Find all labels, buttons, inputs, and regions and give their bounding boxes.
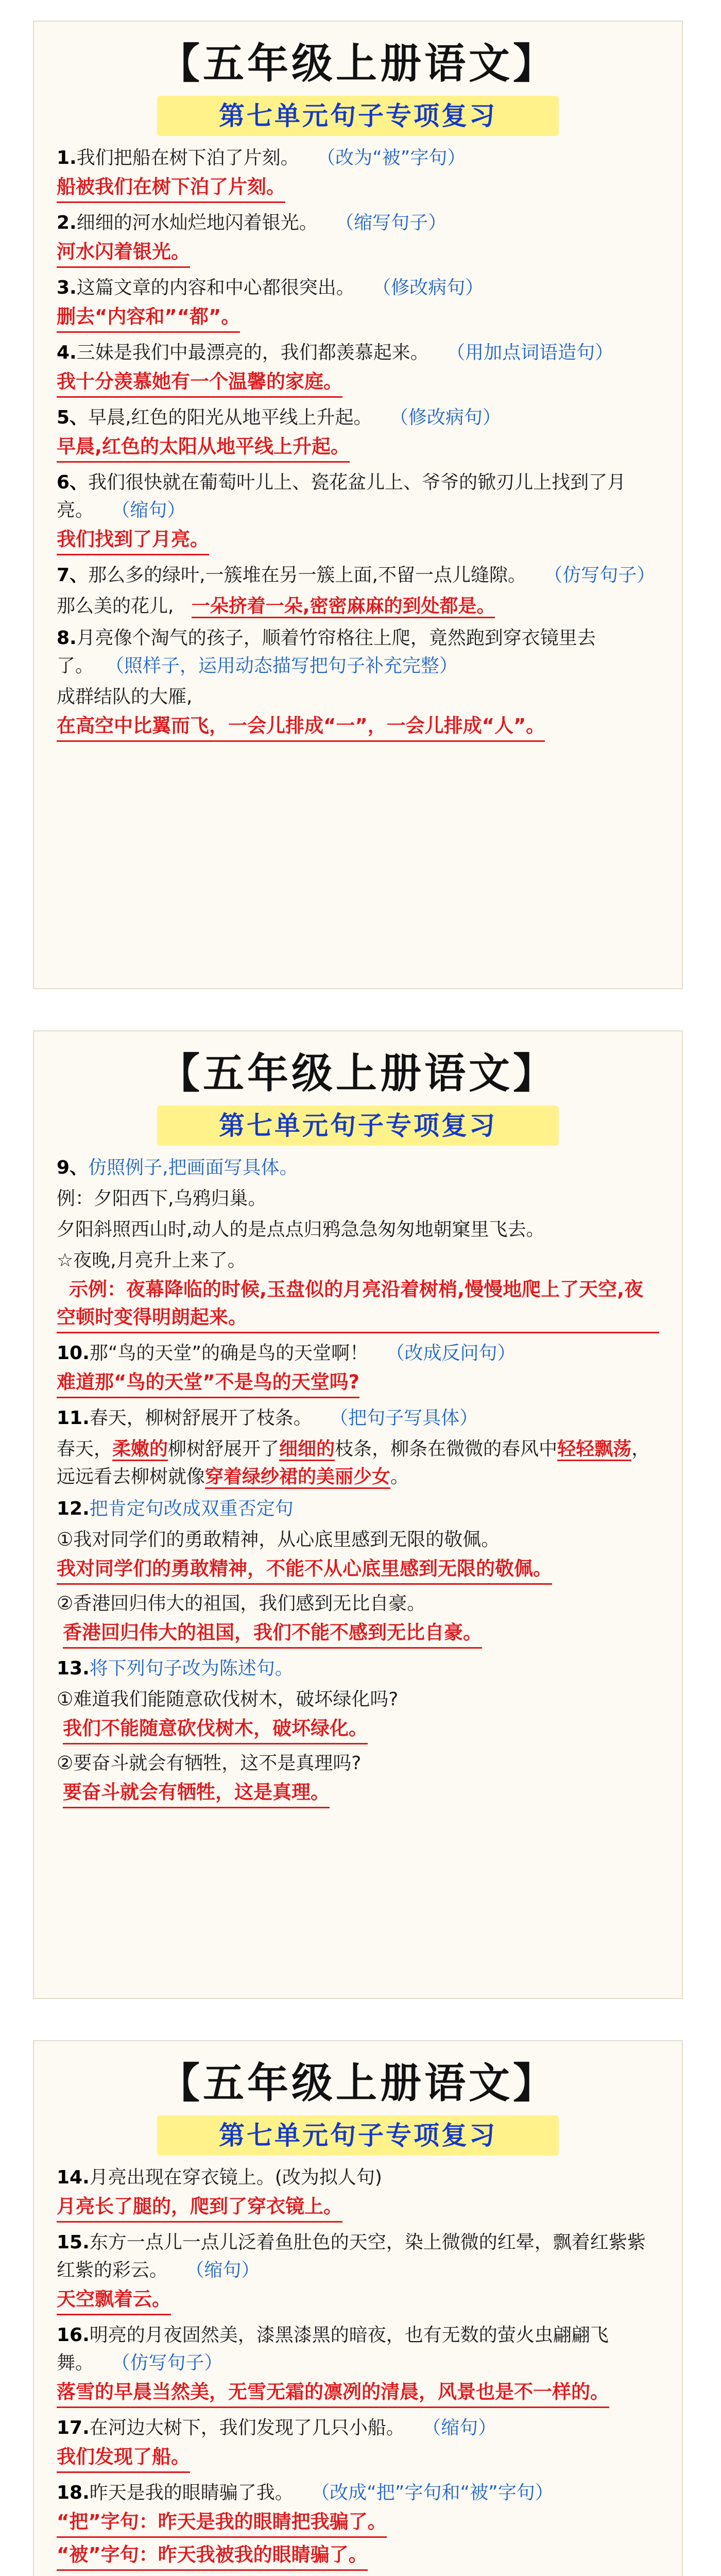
answer-part: 春天， <box>57 1438 113 1460</box>
question-text: 月亮像个淘气的孩子，顺着竹帘格往上爬，竟然跑到穿衣镜里去了。 <box>57 628 596 676</box>
answer: 示例：夜幕降临的时候,玉盘似的月亮沿着树梢,慢慢地爬上了天空,夜空顿时变得明朗起来。 <box>57 1276 659 1333</box>
question-13 <box>57 1655 659 1683</box>
example-text: 夕阳西下,乌鸦归巢。 <box>94 1188 267 1209</box>
question-6 <box>57 469 659 524</box>
question-5 <box>57 404 659 432</box>
question-task: （缩句） <box>111 500 186 521</box>
question-text: 三妹是我们中最漂亮的，我们都羡慕起来。 <box>76 342 429 363</box>
question-task: （把句子写具体） <box>330 1408 478 1429</box>
answer-line <box>57 592 659 620</box>
card-3 <box>33 2040 683 2576</box>
question-number: 8. <box>57 628 77 649</box>
answer-highlight: 柔嫩的 <box>112 1438 168 1461</box>
answer: 船被我们在树下泊了片刻。 <box>57 173 285 203</box>
answer-lead: 成群结队的大雁, <box>57 686 193 707</box>
question-task: （改成“把”字句和“被”字句） <box>311 2482 554 2503</box>
question-text: 春天，柳树舒展开了枝条。 <box>89 1408 312 1429</box>
question-number: 2. <box>57 212 77 233</box>
answer: 河水闪着银光。 <box>57 238 190 268</box>
answer: “被”字句：昨天我被我的眼睛骗了。 <box>57 2541 368 2571</box>
question-task: （照样子，运用动态描写把句子补充完整） <box>105 655 458 676</box>
question-task: （缩写句子） <box>335 212 447 233</box>
question-task: （缩句） <box>185 2260 260 2281</box>
answer: 香港回归伟大的祖国，我们不能不感到无比自豪。 <box>63 1619 482 1649</box>
question-number: 13. <box>57 1658 90 1679</box>
question-17 <box>57 2414 659 2442</box>
question-2 <box>57 209 659 237</box>
question-number: 3. <box>57 277 77 298</box>
page-title: 【五年级上册语文】 <box>159 2059 557 2107</box>
question-text: 在河边大树下，我们发现了几只小船。 <box>89 2417 405 2438</box>
section-subtitle: 第七单元句子专项复习 <box>157 96 559 136</box>
question-text: 月亮出现在穿衣镜上。(改为拟人句) <box>89 2167 382 2188</box>
question-number: 4. <box>57 342 77 363</box>
question-task: 将下列句子改为陈述句。 <box>89 1658 294 1679</box>
answer: “把”字句：昨天是我的眼睛把我骗了。 <box>57 2508 387 2538</box>
answer: 在高空中比翼而飞，一会儿排成“一”，一会儿排成“人”。 <box>57 712 545 742</box>
question-number: 9、 <box>57 1157 89 1178</box>
answer: 早晨,红色的太阳从地平线上升起。 <box>57 433 350 463</box>
question-7 <box>57 562 659 589</box>
question-15 <box>57 2229 659 2284</box>
example-line <box>57 1185 659 1213</box>
question-task: （修改病句） <box>389 407 501 428</box>
prompt-line: ☆夜晚,月亮升上来了。 <box>57 1250 246 1271</box>
card-2 <box>33 1030 683 1999</box>
question-number: 10. <box>57 1343 90 1364</box>
sub-question: ②香港回归伟大的祖国，我们感到无比自豪。 <box>57 1593 426 1614</box>
question-18 <box>57 2479 659 2507</box>
answer: 我们不能随意砍伐树木，破坏绿化。 <box>63 1715 368 1744</box>
question-number: 6、 <box>57 472 89 493</box>
question-task: （仿写句子） <box>544 565 656 586</box>
question-4 <box>57 339 659 367</box>
question-10 <box>57 1340 659 1367</box>
answer: 要奋斗就会有牺牲，这是真理。 <box>63 1778 330 1808</box>
answer: 我们找到了月亮。 <box>57 526 209 555</box>
section-subtitle: 第七单元句子专项复习 <box>157 2115 559 2156</box>
answer-highlight: 穿着绿纱裙的美丽少女 <box>205 1466 390 1489</box>
example-label: 例： <box>57 1188 94 1209</box>
question-number: 1. <box>57 147 77 168</box>
question-8 <box>57 624 659 680</box>
question-number: 18. <box>57 2482 90 2503</box>
answer: 月亮长了腿的，爬到了穿衣镜上。 <box>57 2193 342 2223</box>
answer-part: 。 <box>390 1466 409 1487</box>
answer: 我对同学们的勇敢精神，不能不从心底里感到无限的敬佩。 <box>57 1555 552 1585</box>
answer: 删去“内容和”“都”。 <box>57 303 240 333</box>
answer: 我十分羡慕她有一个温馨的家庭。 <box>57 368 342 398</box>
question-3 <box>57 274 659 302</box>
answer-highlight: 轻轻飘荡 <box>557 1438 631 1461</box>
question-number: 11. <box>57 1408 90 1429</box>
example-full: 夕阳斜照西山时,动人的是点点归鸦急急匆匆地朝窠里飞去。 <box>57 1219 545 1240</box>
answer-part: ，远远看去柳树就像 <box>57 1438 650 1487</box>
question-11 <box>57 1404 659 1432</box>
question-number: 16. <box>57 2325 90 2346</box>
question-text: 我们把船在树下泊了片刻。 <box>76 147 299 168</box>
section-subtitle: 第七单元句子专项复习 <box>157 1106 559 1146</box>
question-task: （用加点词语造句） <box>447 342 614 363</box>
answer-highlight: 细细的 <box>279 1438 335 1461</box>
question-9 <box>57 1154 659 1182</box>
sub-question: ①我对同学们的勇敢精神，从心底里感到无限的敬佩。 <box>57 1529 500 1550</box>
question-number: 12. <box>57 1498 90 1519</box>
answer: 天空飘着云。 <box>57 2285 171 2315</box>
question-task: （仿写句子） <box>111 2352 223 2374</box>
question-14 <box>57 2164 659 2192</box>
question-task: 把肯定句改成双重否定句 <box>89 1498 294 1519</box>
question-text: 昨天是我的眼睛骗了我。 <box>89 2482 294 2503</box>
answer-part: 枝条，柳条在微微的春风中 <box>335 1438 558 1460</box>
question-task: （改为“被”字句） <box>317 147 466 168</box>
question-text: 我们很快就在葡萄叶儿上、瓷花盆儿上、爷爷的锨刃儿上找到了月亮。 <box>57 472 626 521</box>
question-text: 那么多的绿叶,一簇堆在另一簇上面,不留一点儿缝隙。 <box>88 565 526 586</box>
question-number: 7、 <box>57 565 89 586</box>
question-number: 15. <box>57 2232 90 2253</box>
card-1 <box>33 21 683 989</box>
question-number: 14. <box>57 2167 90 2188</box>
question-1 <box>57 144 659 172</box>
question-text: 细细的河水灿烂地闪着银光。 <box>76 212 318 233</box>
page-title: 【五年级上册语文】 <box>159 39 557 88</box>
answer-part: 柳树舒展开了 <box>168 1438 280 1460</box>
answer-lead: 那么美的花儿, <box>57 596 174 617</box>
sub-question: ①难道我们能随意砍伐树木，破坏绿化吗? <box>57 1689 399 1710</box>
answer: 我们发现了船。 <box>57 2443 190 2473</box>
answer: 落雪的早晨当然美，无雪无霜的凛冽的清晨，风景也是不一样的。 <box>57 2378 609 2408</box>
question-task: （缩句） <box>422 2417 497 2438</box>
question-task: （改成反问句） <box>386 1343 516 1364</box>
answer: 难道那“鸟的天堂”不是鸟的天堂吗? <box>57 1368 359 1398</box>
question-text: 早晨,红色的阳光从地平线上升起。 <box>88 407 372 428</box>
question-text: 这篇文章的内容和中心都很突出。 <box>76 277 355 298</box>
question-text: 东方一点儿一点儿泛着鱼肚色的天空，染上微微的红晕，飘着红紫紫红紫的彩云。 <box>57 2232 646 2281</box>
question-text: 明亮的月夜固然美，漆黑漆黑的暗夜，也有无数的萤火虫翩翩飞舞。 <box>57 2325 609 2374</box>
question-16 <box>57 2321 659 2377</box>
question-task: 仿照例子,把画面写具体。 <box>88 1157 298 1178</box>
answer: 一朵挤着一朵,密密麻麻的到处都是。 <box>192 596 495 618</box>
question-text: 那“鸟的天堂”的确是鸟的天堂啊！ <box>89 1343 369 1364</box>
sub-question: ②要奋斗就会有牺牲，这不是真理吗? <box>57 1753 362 1774</box>
question-12 <box>57 1495 659 1523</box>
question-number: 17. <box>57 2417 90 2438</box>
question-number: 5、 <box>57 407 89 428</box>
page-title: 【五年级上册语文】 <box>159 1049 557 1097</box>
answer-rich <box>57 1435 659 1491</box>
question-task: （修改病句） <box>372 277 484 298</box>
